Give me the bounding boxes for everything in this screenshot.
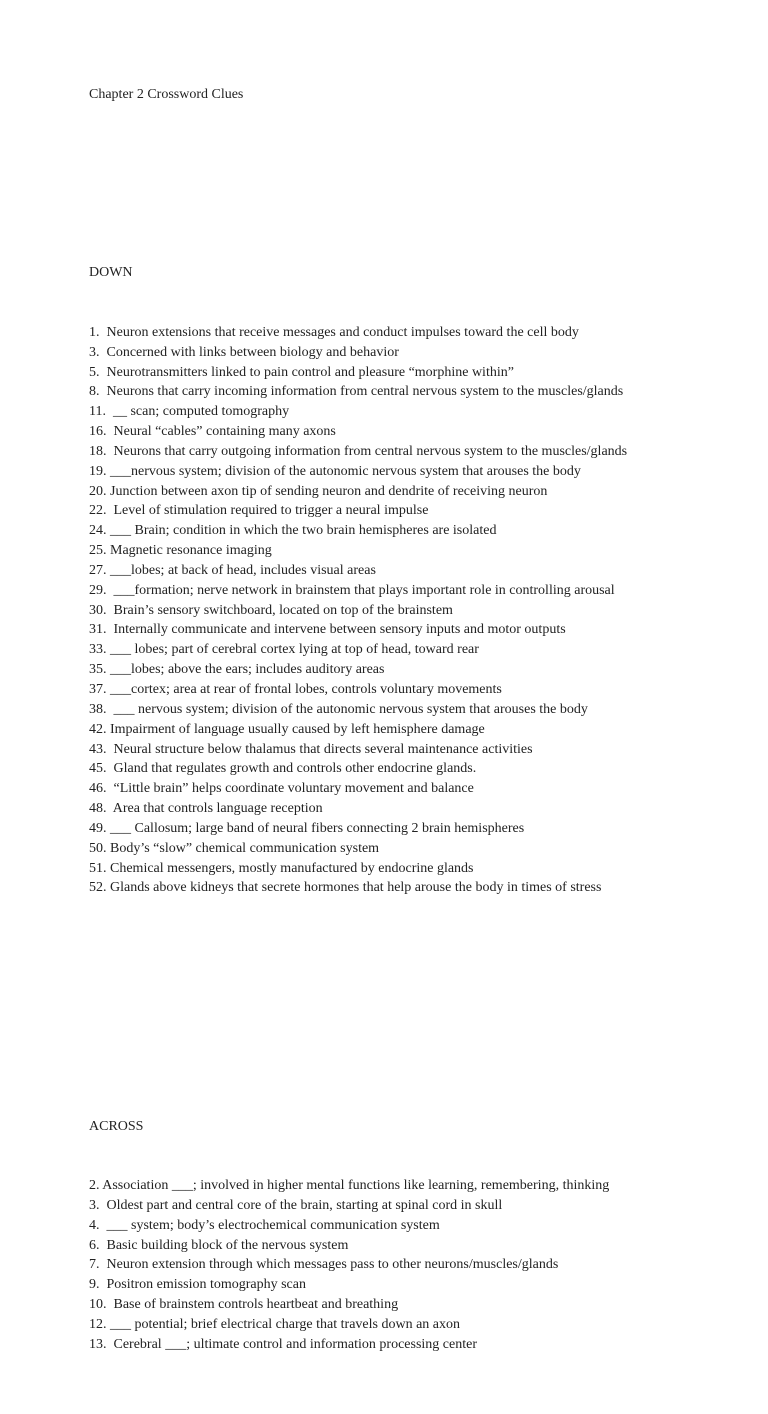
- down-clue: 50. Body’s “slow” chemical communication system: [89, 840, 380, 856]
- down-clue: 8. Neurons that carry incoming information from central nervous system to the muscles/glands: [89, 384, 624, 400]
- down-clue-list: [89, 323, 759, 898]
- down-clue: 31. Internally communicate and intervene between sensory inputs and motor outputs: [89, 622, 566, 638]
- down-clue: 20. Junction between axon tip of sending neuron and dendrite of receiving neuron: [89, 483, 548, 499]
- down-clue: 49. ___ Callosum; large band of neural fibers connecting 2 brain hemispheres: [89, 820, 525, 836]
- spacer: [89, 144, 759, 164]
- across-clue: 4. ___ system; body’s electrochemical communication system: [89, 1217, 440, 1233]
- down-clue: 27. ___lobes; at back of head, includes visual areas: [89, 562, 376, 578]
- across-clue-list: [89, 1176, 759, 1355]
- across-clue: 2. Association ___; involved in higher mental functions like learning, remembering, thinking: [89, 1178, 610, 1194]
- down-clue: 1. Neuron extensions that receive messages and conduct impulses toward the cell body: [89, 324, 579, 340]
- down-clue: 30. Brain’s sensory switchboard, located on top of the brainstem: [89, 602, 453, 618]
- across-section: [89, 1077, 759, 1395]
- down-clue: 29. ___formation; nerve network in brainstem that plays important role in controlling arousal: [89, 582, 615, 598]
- down-clue: 3. Concerned with links between biology and behavior: [89, 344, 399, 360]
- across-clue: 7. Neuron extension through which messages pass to other neurons/muscles/glands: [89, 1257, 559, 1273]
- down-clue: 35. ___lobes; above the ears; includes auditory areas: [89, 662, 385, 678]
- down-clue: 33. ___ lobes; part of cerebral cortex lying at top of head, toward rear: [89, 642, 479, 658]
- across-clue: 12. ___ potential; brief electrical charge that travels down an axon: [89, 1317, 460, 1332]
- down-clue: 18. Neurons that carry outgoing information from central nervous system to the muscles/glands: [89, 443, 628, 459]
- down-clue: 22. Level of stimulation required to trigger a neural impulse: [89, 503, 429, 519]
- down-clue: 38. ___ nervous system; division of the autonomic nervous system that arouses the body: [89, 701, 588, 717]
- down-clue: 11. __ scan; computed tomography: [89, 404, 290, 420]
- down-clue: 37. ___cortex; area at rear of frontal lobes, controls voluntary movements: [89, 682, 502, 697]
- down-heading: DOWN: [89, 265, 133, 281]
- document-title: Chapter 2 Crossword Clues: [89, 86, 244, 102]
- across-clue: 9. Positron emission tomography scan: [89, 1277, 306, 1293]
- down-clue: 42. Impairment of language usually caused by left hemisphere damage: [89, 721, 485, 737]
- across-clue: 10. Base of brainstem controls heartbeat and breathing: [89, 1297, 399, 1313]
- down-clue: 51. Chemical messengers, mostly manufactured by endocrine glands: [89, 860, 474, 876]
- down-section: [89, 224, 759, 938]
- across-clue: 3. Oldest part and central core of the brain, starting at spinal cord in skull: [89, 1197, 503, 1213]
- spacer: [89, 998, 759, 1018]
- down-clue: 45. Gland that regulates growth and controls other endocrine glands.: [89, 761, 477, 777]
- down-clue: 46. “Little brain” helps coordinate voluntary movement and balance: [89, 781, 474, 797]
- across-heading: ACROSS: [89, 1118, 144, 1134]
- down-clue: 19. ___nervous system; division of the autonomic nervous system that arouses the body: [89, 463, 581, 479]
- across-clue: 6. Basic building block of the nervous system: [89, 1237, 349, 1253]
- down-clue: 43. Neural structure below thalamus that directs several maintenance activities: [89, 741, 533, 757]
- down-clue: 16. Neural “cables” containing many axons: [89, 424, 336, 440]
- down-clue: 25. Magnetic resonance imaging: [89, 543, 272, 559]
- down-clue: 52. Glands above kidneys that secrete hormones that help arouse the body in times of stress: [89, 880, 602, 896]
- down-clue: 48. Area that controls language reception: [89, 801, 323, 817]
- down-clue: 24. ___ Brain; condition in which the two brain hemispheres are isolated: [89, 523, 497, 539]
- down-clue: 5. Neurotransmitters linked to pain control and pleasure “morphine within”: [89, 364, 514, 380]
- across-clue: 13. Cerebral ___; ultimate control and information processing center: [89, 1336, 477, 1352]
- document-page: [89, 45, 759, 1414]
